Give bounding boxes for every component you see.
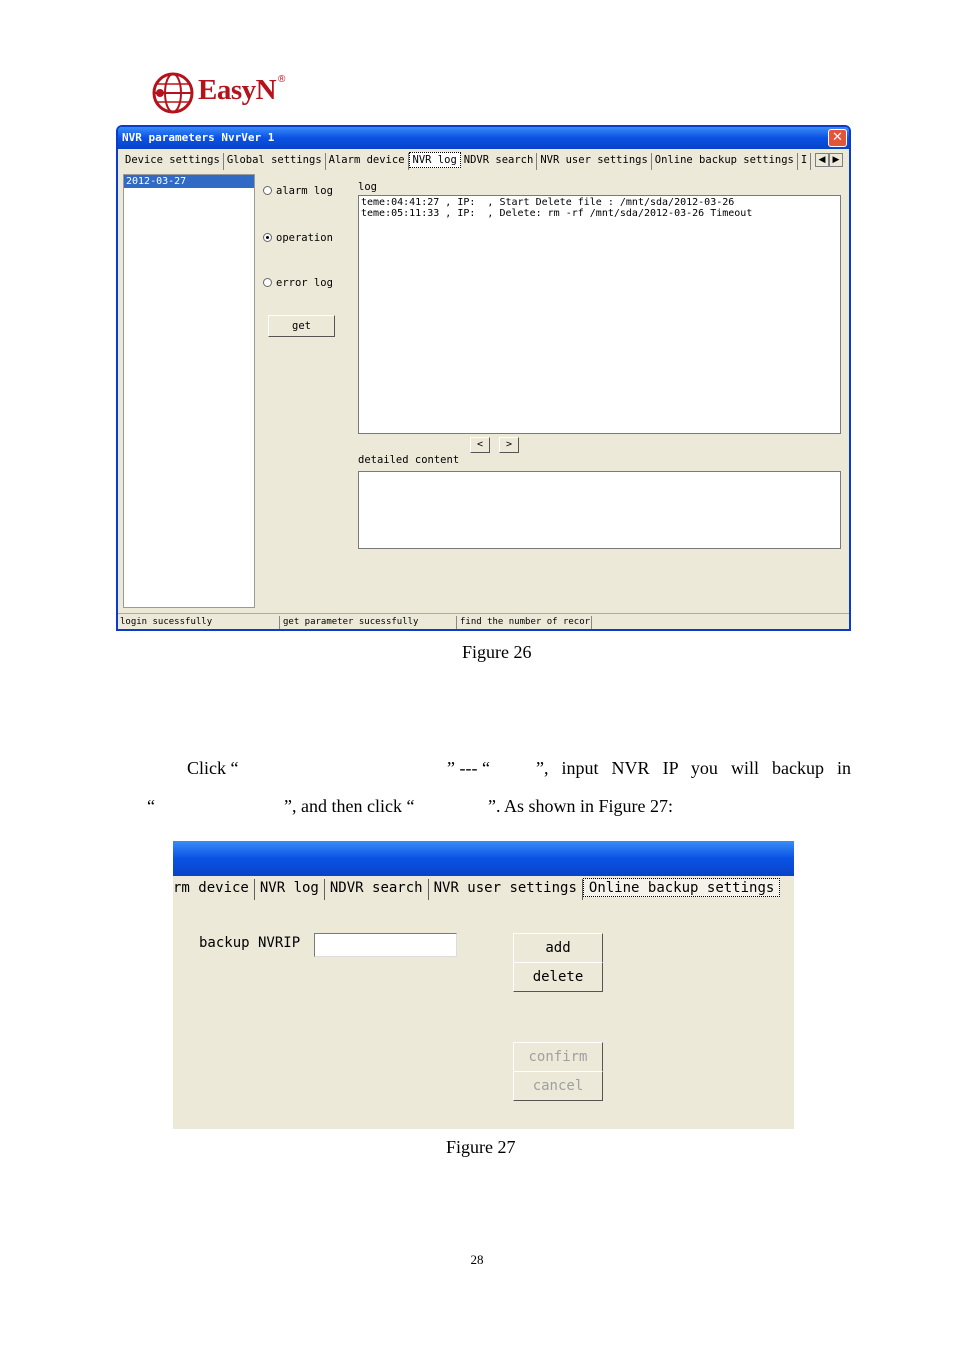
next-button[interactable]: > (499, 437, 519, 453)
tab-scroll-left-icon[interactable]: ◀ (815, 153, 829, 167)
para-line1-c: ”, input NVR IP you will backup in (536, 758, 851, 778)
title-bar (118, 127, 849, 149)
para-line2-b: ”, and then click “ (284, 796, 415, 816)
page-number: 28 (470, 1252, 484, 1267)
logo-wordmark: EasyN (198, 74, 277, 106)
backup-nvrip-input[interactable] (314, 933, 457, 957)
detailed-content-box[interactable] (358, 471, 841, 549)
tab-strip (173, 879, 780, 901)
tab-alarm-device[interactable]: Alarm device (326, 153, 409, 170)
tab-scroll-right-icon[interactable]: ▶ (829, 153, 843, 167)
para-line2-c: ”. As shown in Figure 27: (488, 796, 674, 816)
tab-global-settings[interactable]: Global settings (224, 153, 326, 170)
get-button[interactable]: get (268, 315, 335, 337)
figure-27-caption: Figure 27 (446, 1137, 516, 1157)
detailed-content-label: detailed content (358, 454, 460, 466)
log-line: teme:05:11:33 , IP: , Delete: rm -rf /mnt/sda/2012-03-26 Timeout (361, 208, 753, 219)
tab-online-backup-settings[interactable]: Online backup settings (583, 878, 780, 897)
easyn-logo (150, 70, 300, 116)
radio-operation[interactable] (263, 232, 333, 244)
tab-truncated[interactable]: I (798, 153, 811, 170)
log-line: teme:04:41:27 , IP: , Start Delete file : /mnt/sda/2012-03-26 (361, 197, 735, 208)
tab-scroll (815, 153, 847, 168)
tab-nvr-user-settings[interactable]: NVR user settings (537, 153, 651, 170)
tab-strip (122, 153, 811, 171)
prev-button[interactable]: < (470, 437, 490, 453)
confirm-button[interactable]: confirm (513, 1042, 603, 1072)
log-output[interactable] (358, 195, 841, 434)
tab-online-backup-settings[interactable]: Online backup settings (652, 153, 798, 170)
tab-nvr-log[interactable]: NVR log (255, 879, 325, 900)
para-line2-a: “ (147, 796, 155, 816)
registered-mark: ® (278, 74, 286, 85)
radio-on-icon (263, 233, 272, 242)
radio-label: alarm log (276, 185, 333, 197)
status-get-parameter: get parameter sucessfully (281, 616, 457, 629)
close-icon: ✕ (832, 130, 843, 145)
status-login: login sucessfully (118, 616, 280, 629)
nvr-parameters-window (116, 125, 851, 631)
tab-ndvr-search[interactable]: NDVR search (325, 879, 429, 900)
delete-button[interactable]: delete (513, 962, 603, 992)
radio-off-icon (263, 186, 272, 195)
tab-alarm-device[interactable]: rm device (173, 879, 255, 900)
online-backup-window (173, 841, 794, 1129)
close-button[interactable] (828, 129, 847, 147)
backup-nvrip-label: backup NVRIP (199, 935, 301, 951)
radio-label: operation (276, 232, 333, 244)
title-bar (173, 841, 794, 876)
cancel-button[interactable]: cancel (513, 1071, 603, 1101)
date-list[interactable] (123, 174, 255, 608)
tab-nvr-user-settings[interactable]: NVR user settings (429, 879, 583, 900)
radio-label: error log (276, 277, 333, 289)
tab-device-settings[interactable]: Device settings (122, 153, 224, 170)
tab-nvr-log[interactable]: NVR log (409, 152, 461, 168)
tab-ndvr-search[interactable]: NDVR search (461, 153, 538, 170)
window-title: NVR parameters NvrVer 1 (122, 131, 275, 144)
radio-off-icon (263, 278, 272, 287)
para-line1-a: Click “ (187, 758, 239, 778)
status-bar (118, 613, 849, 629)
radio-alarm-log[interactable] (263, 185, 333, 197)
log-label: log (358, 181, 377, 193)
add-button[interactable]: add (513, 933, 603, 963)
globe-logo-icon (150, 70, 196, 116)
radio-error-log[interactable] (263, 277, 333, 289)
figure-26-caption: Figure 26 (462, 642, 532, 662)
list-item[interactable]: 2012-03-27 (124, 175, 254, 188)
para-line1-b: ” --- “ (447, 758, 490, 778)
status-record-count: find the number of recor (460, 617, 591, 627)
